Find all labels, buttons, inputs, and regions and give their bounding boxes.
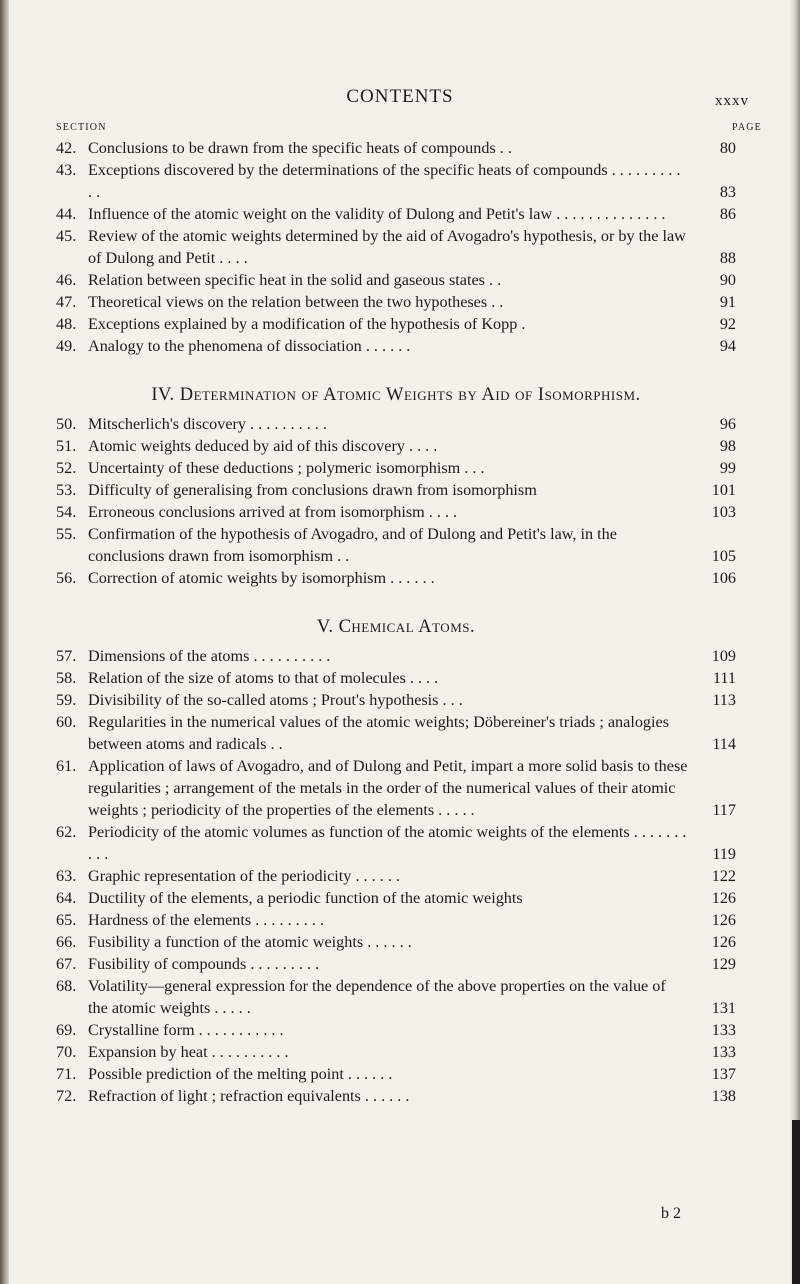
- toc-entry-body: [56, 645, 688, 667]
- page-ref: 117: [712, 801, 736, 819]
- toc-entry: [56, 1085, 736, 1107]
- toc-entry-body: [56, 137, 688, 159]
- toc-entry-body: [56, 159, 688, 203]
- toc-entry: [56, 689, 736, 711]
- toc-entry-body: [56, 203, 688, 225]
- toc-entry: [56, 567, 736, 589]
- section-title: Difficulty of generalising from conclusions drawn from isomorphism: [88, 481, 537, 499]
- toc-entry-body: [56, 457, 688, 479]
- toc-entry: [56, 225, 736, 269]
- section-title: Divisibility of the so-called atoms ; Prout's hypothesis . . .: [88, 691, 463, 709]
- part-heading: [56, 383, 736, 407]
- section-title: Exceptions discovered by the determinations of the specific heats of compounds . . . . . . . . . . .: [88, 161, 681, 201]
- page-column-label: PAGE: [732, 122, 762, 133]
- section-title: Relation of the size of atoms to that of molecules . . . .: [88, 669, 439, 687]
- toc-entry: [56, 1063, 736, 1085]
- section-title: Correction of atomic weights by isomorphism . . . . . .: [88, 569, 435, 587]
- section-title: Fusibility a function of the atomic weights . . . . . .: [88, 933, 412, 951]
- section-title: Analogy to the phenomena of dissociation . . . . . .: [88, 337, 411, 355]
- section-number: 45.: [56, 227, 77, 245]
- toc-entry: [56, 909, 736, 931]
- toc-entry-body: [56, 909, 688, 931]
- page-ref: 98: [719, 437, 736, 455]
- page-ref: 126: [711, 889, 736, 907]
- page-ref: 126: [711, 933, 736, 951]
- toc-entry-body: [56, 413, 688, 435]
- section-title: Exceptions explained by a modification of the hypothesis of Kopp .: [88, 315, 526, 333]
- toc-entry: [56, 1019, 736, 1041]
- section-title: Review of the atomic weights determined by the aid of Avogadro's hypothesis, or by the law of Dulong and Petit . . . .: [88, 227, 686, 267]
- section-number: 57.: [56, 647, 77, 665]
- toc-entry-body: [56, 865, 688, 887]
- section-number: 46.: [56, 271, 77, 289]
- section-number: 68.: [56, 977, 77, 995]
- page-ref: 86: [719, 205, 736, 223]
- page-ref: 133: [711, 1043, 736, 1061]
- section-number: 54.: [56, 503, 77, 521]
- page-ref: 111: [712, 669, 736, 687]
- section-number: 43.: [56, 161, 77, 179]
- section-number: 59.: [56, 691, 77, 709]
- section-number: 69.: [56, 1021, 77, 1039]
- section-title: Possible prediction of the melting point . . . . . .: [88, 1065, 393, 1083]
- toc-entry-body: [56, 667, 688, 689]
- toc-entry: [56, 479, 736, 501]
- page-ref: 126: [711, 911, 736, 929]
- toc-entry-body: [56, 313, 688, 335]
- page-ref: 114: [712, 735, 736, 753]
- section-title: Theoretical views on the relation between the two hypotheses . .: [88, 293, 504, 311]
- section-title: Atomic weights deduced by aid of this discovery . . . .: [88, 437, 438, 455]
- toc-entry-body: [56, 821, 688, 865]
- page-right-edge: [790, 0, 800, 1284]
- section-title: Erroneous conclusions arrived at from isomorphism . . . .: [88, 503, 458, 521]
- toc-entry: [56, 755, 736, 821]
- page-ref: 99: [719, 459, 736, 477]
- section-title: Application of laws of Avogadro, and of Dulong and Petit, impart a more solid basis to these regularities ; arrangement of the metals in the order of the numerical values of their atomic weights ; periodicity of the properties of the elements . . . . .: [88, 757, 688, 819]
- table-of-contents: [56, 137, 736, 1107]
- toc-entry-body: [56, 975, 688, 1019]
- toc-entry: [56, 1041, 736, 1063]
- section-number: 70.: [56, 1043, 77, 1061]
- page-edge-dark-bar: [792, 1120, 800, 1284]
- page-ref: 122: [711, 867, 736, 885]
- toc-entry-body: [56, 689, 688, 711]
- section-title: Refraction of light ; refraction equivalents . . . . . .: [88, 1087, 410, 1105]
- toc-entry-body: [56, 755, 688, 821]
- section-title: Hardness of the elements . . . . . . . . .: [88, 911, 325, 929]
- page-ref: 131: [711, 999, 736, 1017]
- section-number: 44.: [56, 205, 77, 223]
- toc-entry: [56, 137, 736, 159]
- toc-entry: [56, 975, 736, 1019]
- toc-entry: [56, 291, 736, 313]
- toc-entry-body: [56, 1041, 688, 1063]
- section-column-label: SECTION: [56, 122, 107, 133]
- section-title: Confirmation of the hypothesis of Avogadro, and of Dulong and Petit's law, in the conclusions drawn from isomorphism . .: [88, 525, 617, 565]
- toc-entry-body: [56, 567, 688, 589]
- section-title: Expansion by heat . . . . . . . . . .: [88, 1043, 289, 1061]
- section-number: 52.: [56, 459, 77, 477]
- section-number: 72.: [56, 1087, 77, 1105]
- page-ref: 109: [711, 647, 736, 665]
- toc-entry-body: [56, 953, 688, 975]
- toc-entry: [56, 865, 736, 887]
- toc-entry: [56, 821, 736, 865]
- section-number: 65.: [56, 911, 77, 929]
- toc-entry: [56, 159, 736, 203]
- page-ref: 133: [711, 1021, 736, 1039]
- page-ref: 119: [712, 845, 736, 863]
- page-ref: 92: [719, 315, 736, 333]
- section-title: Periodicity of the atomic volumes as function of the atomic weights of the elements . . . . . . . . . .: [88, 823, 687, 863]
- page-ref: 94: [719, 337, 736, 355]
- section-title: Ductility of the elements, a periodic function of the atomic weights: [88, 889, 523, 907]
- toc-entry: [56, 457, 736, 479]
- page-ref: 137: [711, 1065, 736, 1083]
- section-number: 42.: [56, 139, 77, 157]
- page-ref: 106: [711, 569, 736, 587]
- toc-entry: [56, 269, 736, 291]
- toc-entry: [56, 523, 736, 567]
- page-ref: 105: [711, 547, 736, 565]
- section-title: Uncertainty of these deductions ; polymeric isomorphism . . .: [88, 459, 485, 477]
- toc-entry-body: [56, 269, 688, 291]
- page-ref: 101: [711, 481, 736, 499]
- signature-mark: b 2: [661, 1205, 681, 1222]
- section-number: 55.: [56, 525, 77, 543]
- section-number: 62.: [56, 823, 77, 841]
- section-number: 48.: [56, 315, 77, 333]
- toc-entry: [56, 931, 736, 953]
- page-ref: 88: [719, 249, 736, 267]
- section-number: 58.: [56, 669, 77, 687]
- toc-entry: [56, 953, 736, 975]
- toc-entry: [56, 413, 736, 435]
- part-heading-text: V. Chemical Atoms.: [316, 617, 476, 637]
- section-title: Graphic representation of the periodicity . . . . . .: [88, 867, 400, 885]
- section-number: 49.: [56, 337, 77, 355]
- page-number: xxxv: [715, 93, 749, 109]
- section-number: 66.: [56, 933, 77, 951]
- toc-entry-body: [56, 523, 688, 567]
- toc-entry-body: [56, 1085, 688, 1107]
- toc-entry-body: [56, 479, 688, 501]
- section-title: Influence of the atomic weight on the validity of Dulong and Petit's law . . . . . . . . . . . . . .: [88, 205, 666, 223]
- section-number: 53.: [56, 481, 77, 499]
- page-ref: 91: [719, 293, 736, 311]
- toc-entry-body: [56, 1063, 688, 1085]
- page-ref: 80: [719, 139, 736, 157]
- section-number: 61.: [56, 757, 77, 775]
- page-ref: 83: [719, 183, 736, 201]
- toc-entry: [56, 335, 736, 357]
- section-number: 50.: [56, 415, 77, 433]
- toc-entry-body: [56, 887, 688, 909]
- section-title: Crystalline form . . . . . . . . . . .: [88, 1021, 284, 1039]
- toc-entry: [56, 203, 736, 225]
- toc-entry: [56, 435, 736, 457]
- toc-entry-body: [56, 931, 688, 953]
- toc-entry: [56, 667, 736, 689]
- page-ref: 138: [711, 1087, 736, 1105]
- toc-entry-body: [56, 711, 688, 755]
- page-ref: 113: [712, 691, 736, 709]
- part-heading: [56, 615, 736, 639]
- toc-entry-body: [56, 1019, 688, 1041]
- section-number: 51.: [56, 437, 77, 455]
- toc-entry: [56, 711, 736, 755]
- section-number: 60.: [56, 713, 77, 731]
- toc-entry-body: [56, 291, 688, 313]
- page-ref: 96: [719, 415, 736, 433]
- page-ref: 129: [711, 955, 736, 973]
- section-title: Relation between specific heat in the solid and gaseous states . .: [88, 271, 502, 289]
- page-ref: 90: [719, 271, 736, 289]
- toc-entry-body: [56, 501, 688, 523]
- section-number: 64.: [56, 889, 77, 907]
- section-title: Regularities in the numerical values of the atomic weights; Döbereiner's triads ; analogies between atoms and radicals . .: [88, 713, 669, 753]
- toc-entry: [56, 313, 736, 335]
- book-spine-shadow: [0, 0, 9, 1284]
- toc-entry: [56, 501, 736, 523]
- section-title: Conclusions to be drawn from the specific heats of compounds . .: [88, 139, 512, 157]
- section-title: Mitscherlich's discovery . . . . . . . . . .: [88, 415, 327, 433]
- section-number: 67.: [56, 955, 77, 973]
- section-title: Fusibility of compounds . . . . . . . . .: [88, 955, 320, 973]
- section-title: Dimensions of the atoms . . . . . . . . . .: [88, 647, 331, 665]
- section-title: Volatility—general expression for the dependence of the above properties on the value of the atomic weights . . . . .: [88, 977, 666, 1017]
- page-ref: 103: [711, 503, 736, 521]
- toc-entry-body: [56, 225, 688, 269]
- toc-entry: [56, 887, 736, 909]
- section-number: 56.: [56, 569, 77, 587]
- toc-entry-body: [56, 335, 688, 357]
- part-heading-text: IV. Determination of Atomic Weights by Aid of Isomorphism.: [151, 385, 641, 405]
- section-number: 71.: [56, 1065, 77, 1083]
- toc-entry-body: [56, 435, 688, 457]
- page-title: CONTENTS: [346, 86, 454, 107]
- section-number: 47.: [56, 293, 77, 311]
- toc-entry: [56, 645, 736, 667]
- section-number: 63.: [56, 867, 77, 885]
